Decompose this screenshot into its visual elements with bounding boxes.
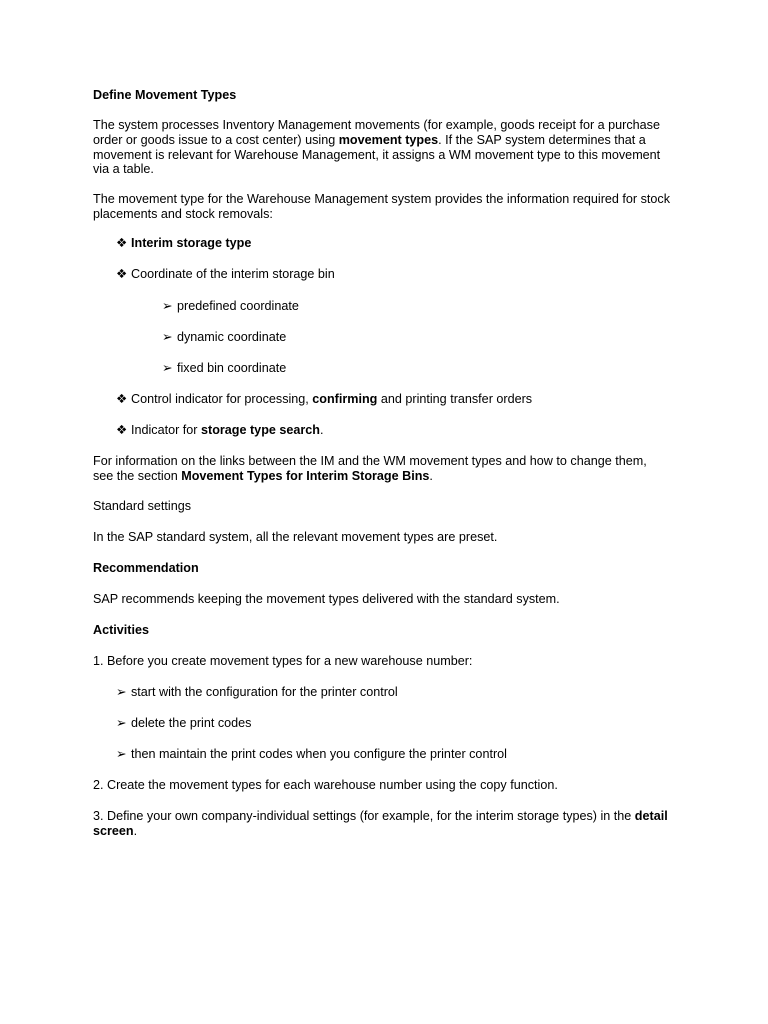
bullet-storage-type-search: ❖ Indicator for storage type search. bbox=[116, 423, 324, 437]
bullet-coordinate: ❖ Coordinate of the interim storage bin bbox=[116, 267, 335, 281]
activity-1-item: ➢ start with the configuration for the printer control bbox=[116, 685, 398, 699]
recommendation-text: SAP recommends keeping the movement types delivered with the standard system. bbox=[93, 592, 560, 606]
intro-line-4: via a table. bbox=[93, 162, 154, 176]
activity-1-item: ➢ delete the print codes bbox=[116, 716, 252, 730]
diamond-bullet-icon: ❖ bbox=[116, 236, 128, 250]
standard-settings-label: Standard settings bbox=[93, 499, 192, 513]
activity-3-line-2: screen. bbox=[93, 824, 138, 838]
arrow-bullet-icon: ➢ bbox=[116, 747, 127, 761]
page-title: Define Movement Types bbox=[93, 88, 237, 102]
intro-line-1: The system processes Inventory Management movements (for example, goods receipt for a purchase bbox=[93, 118, 660, 132]
activity-1: 1. Before you create movement types for a new warehouse number: bbox=[93, 654, 473, 668]
activity-2: 2. Create the movement types for each warehouse number using the copy function. bbox=[93, 778, 558, 792]
arrow-bullet-icon: ➢ bbox=[162, 299, 173, 313]
diamond-bullet-icon: ❖ bbox=[116, 392, 128, 406]
intro-line-2: order or goods issue to a cost center) using movement types. If the SAP system determines that a bbox=[93, 133, 646, 147]
bullet-control-indicator: ❖ Control indicator for processing, confirming and printing transfer orders bbox=[116, 392, 533, 406]
intro-line-3: movement is relevant for Warehouse Management, it assigns a WM movement type to this movement bbox=[93, 148, 661, 162]
diamond-bullet-icon: ❖ bbox=[116, 423, 128, 437]
activity-1-item: ➢ then maintain the print codes when you configure the printer control bbox=[116, 747, 507, 761]
arrow-bullet-icon: ➢ bbox=[116, 685, 127, 699]
bullet-interim-storage-type: ❖ Interim storage type bbox=[116, 236, 252, 250]
activities-heading: Activities bbox=[93, 623, 149, 637]
wm-para-line-1: The movement type for the Warehouse Management system provides the information required for stock bbox=[93, 192, 671, 206]
arrow-bullet-icon: ➢ bbox=[116, 716, 127, 730]
arrow-bullet-icon: ➢ bbox=[162, 330, 173, 344]
arrow-bullet-icon: ➢ bbox=[162, 361, 173, 375]
info-line-1: For information on the links between the IM and the WM movement types and how to change them, bbox=[93, 454, 647, 468]
wm-para-line-2: placements and stock removals: bbox=[93, 207, 273, 221]
standard-settings-text: In the SAP standard system, all the relevant movement types are preset. bbox=[93, 530, 498, 544]
activity-3-line-1: 3. Define your own company-individual settings (for example, for the interim storage types) in the detail bbox=[93, 809, 668, 823]
sub-item-dynamic: ➢ dynamic coordinate bbox=[162, 330, 287, 344]
recommendation-heading: Recommendation bbox=[93, 561, 199, 575]
sub-item-predefined: ➢ predefined coordinate bbox=[162, 299, 299, 313]
sub-item-fixed: ➢ fixed bin coordinate bbox=[162, 361, 287, 375]
diamond-bullet-icon: ❖ bbox=[116, 267, 128, 281]
info-line-2: see the section Movement Types for Interim Storage Bins. bbox=[93, 469, 433, 483]
